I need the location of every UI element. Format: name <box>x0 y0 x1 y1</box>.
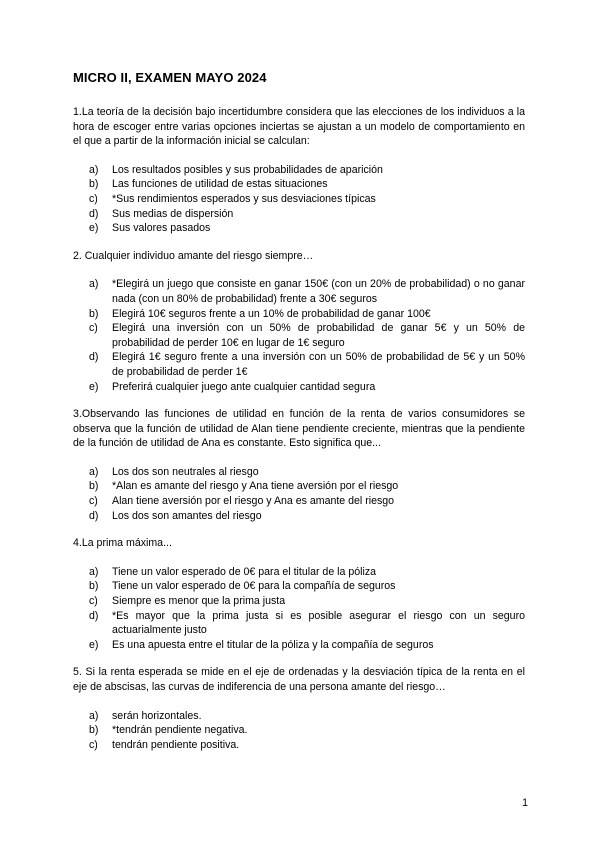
option-text: Las funciones de utilidad de estas situaciones <box>112 178 328 191</box>
option-text: Tiene un valor esperado de 0€ para el titular de la póliza <box>112 565 377 578</box>
option-item <box>89 509 525 524</box>
option-item <box>89 594 525 609</box>
option-text: *Elegirá un juego que consiste en ganar 150€ (con un 20% de probabilidad) o no ganar nada (con un 80% de probabilidad) frente a 30€ seguros <box>112 278 525 305</box>
option-item <box>89 321 525 350</box>
option-text: Siempre es menor que la prima justa <box>112 595 286 608</box>
option-label: b) <box>89 178 99 191</box>
option-label: b) <box>89 724 99 737</box>
exam-title: MICRO II, EXAMEN MAYO 2024 <box>73 70 267 85</box>
question-2: 2. Cualquier individuo amante del riesgo siempre… <box>73 249 314 262</box>
option-label: a) <box>89 565 99 578</box>
option-text: *Alan es amante del riesgo y Ana tiene aversión por el riesgo <box>112 480 399 493</box>
option-list <box>73 465 525 523</box>
option-text: Los dos son amantes del riesgo <box>112 509 262 522</box>
question-list <box>73 105 525 752</box>
option-label: a) <box>89 278 99 291</box>
option-label: b) <box>89 307 99 320</box>
option-label: a) <box>89 163 99 176</box>
option-label: c) <box>89 322 98 335</box>
option-item <box>89 192 525 207</box>
option-list <box>73 565 525 653</box>
option-item <box>89 277 525 306</box>
option-text: serán horizontales. <box>112 709 202 722</box>
option-text: Tiene un valor esperado de 0€ para la compañía de seguros <box>112 580 396 593</box>
option-list <box>73 163 525 236</box>
option-item <box>89 579 525 594</box>
option-text: Los resultados posibles y sus probabilidades de aparición <box>112 163 383 176</box>
option-text: Elegirá una inversión con un 50% de probabilidad de ganar 5€ y un 50% de probabilidad de perder 10€ en lugar de 1€ seguro <box>112 322 525 349</box>
option-text: *Es mayor que la prima justa si es posible asegurar el riesgo con un seguro actuarialmente justo <box>112 609 525 637</box>
option-item <box>89 350 525 379</box>
option-item <box>89 738 525 753</box>
option-item <box>89 307 525 322</box>
option-text: Es una apuesta entre el titular de la póliza y la compañía de seguros <box>112 638 434 651</box>
option-item <box>89 609 525 638</box>
option-label: e) <box>89 638 99 651</box>
option-label: b) <box>89 580 99 593</box>
page-number: 1 <box>522 797 528 809</box>
option-text: *tendrán pendiente negativa. <box>112 724 248 737</box>
option-text: Elegirá 1€ seguro frente a una inversión con un 50% de probabilidad de 5€ y un 50% de probabilidad de perder 1€ <box>112 351 525 378</box>
option-label: e) <box>89 222 99 235</box>
question-4: 4.La prima máxima... <box>73 537 172 550</box>
option-item <box>89 380 525 395</box>
option-label: e) <box>89 380 99 393</box>
option-text: Los dos son neutrales al riesgo <box>112 465 259 478</box>
option-label: d) <box>89 509 99 522</box>
option-text: Alan tiene aversión por el riesgo y Ana es amante del riesgo <box>112 495 395 508</box>
option-text: Sus valores pasados <box>112 222 211 235</box>
option-item <box>89 723 525 738</box>
option-item <box>89 479 525 494</box>
option-item <box>89 221 525 236</box>
question-1: 1.La teoría de la decisión bajo incertidumbre considera que las elecciones de los individuos a la hora de escoger entre varias opciones inciertas se ajustan a un modelo de comportamiento en el que a partir de la información inicial se calculan: <box>73 106 525 148</box>
option-list <box>73 709 525 753</box>
option-label: a) <box>89 709 99 722</box>
option-label: c) <box>89 495 98 508</box>
option-text: Elegirá 10€ seguros frente a un 10% de probabilidad de ganar 100€ <box>112 307 431 320</box>
option-item <box>89 465 525 480</box>
option-item <box>89 565 525 580</box>
option-label: c) <box>89 738 98 751</box>
option-text: Preferirá cualquier juego ante cualquier cantidad segura <box>112 380 376 393</box>
question-3: 3.Observando las funciones de utilidad en función de la renta de varios consumidores se observa que la función de utilidad de Alan tiene pendiente creciente, mientras que la pendiente de la función de utilidad de Ana es constante. Esto significa que... <box>73 408 525 450</box>
option-item <box>89 709 525 724</box>
option-text: tendrán pendiente positiva. <box>112 738 240 751</box>
option-list <box>73 277 525 394</box>
exam-page <box>73 70 525 765</box>
option-item <box>89 494 525 509</box>
option-label: d) <box>89 609 99 622</box>
option-label: d) <box>89 207 99 220</box>
question-5: 5. Si la renta esperada se mide en el eje de ordenadas y la desviación típica de la renta en el eje de abscisas, las curvas de indiferencia de una persona amante del riesgo… <box>73 666 525 693</box>
option-label: b) <box>89 480 99 493</box>
option-text: Sus medias de dispersión <box>112 207 234 220</box>
option-label: a) <box>89 465 99 478</box>
option-label: c) <box>89 595 98 608</box>
option-item <box>89 177 525 192</box>
option-item <box>89 163 525 178</box>
option-label: d) <box>89 351 99 364</box>
option-text: *Sus rendimientos esperados y sus desviaciones típicas <box>112 192 376 205</box>
option-item <box>89 638 525 653</box>
option-label: c) <box>89 192 98 205</box>
option-item <box>89 207 525 222</box>
